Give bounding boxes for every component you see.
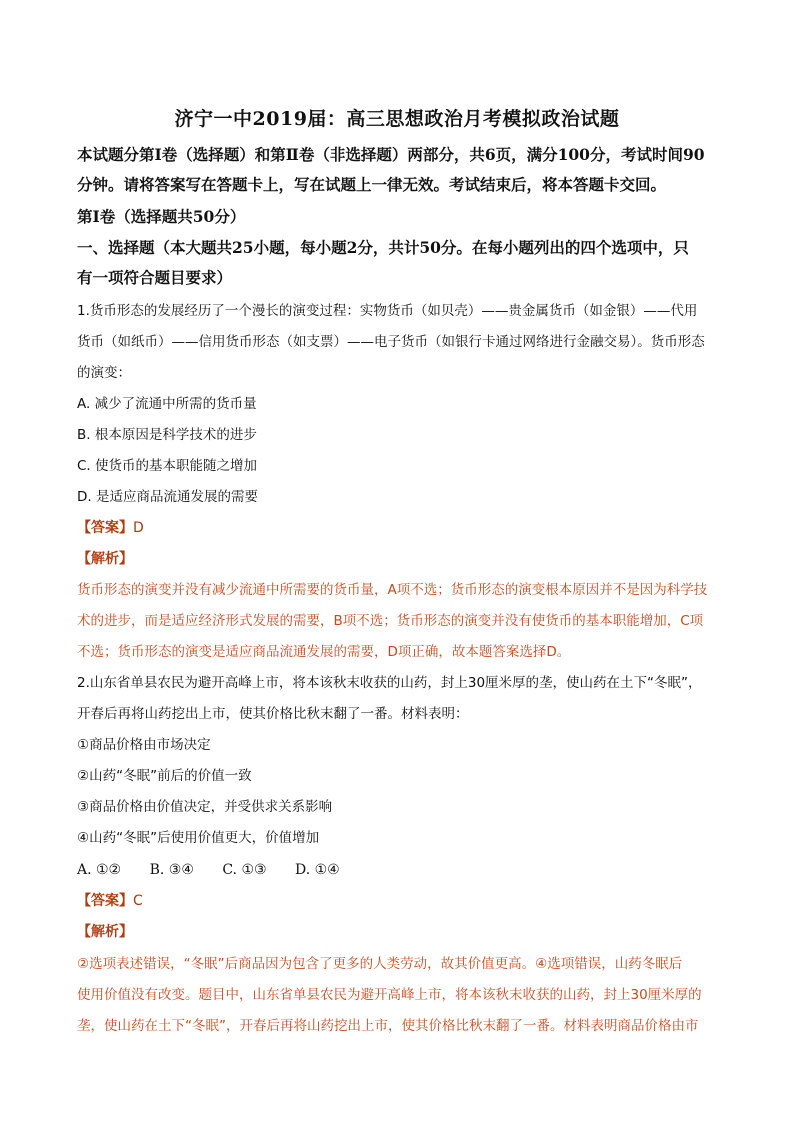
q2-choices <box>77 860 727 880</box>
intro-paragraph <box>77 140 727 200</box>
q1-stem-line: 1.货币形态的发展经历了一个漫长的演变过程：实物货币（如贝壳）——贵金属货币（如金银）——代用 <box>77 303 698 319</box>
q2-analysis-label: 【解析】 <box>77 924 133 940</box>
q2-choice-a: A. ①② <box>77 862 122 878</box>
intro-line: 分钟。请将答案写在答题卡上，写在试题上一律无效。考试结束后，将本答题卡交回。 <box>77 175 667 194</box>
q2-item-3: ③商品价格由价值决定，并受供求关系影响 <box>77 799 333 815</box>
q2-item-1: ①商品价格由市场决定 <box>77 737 211 753</box>
part-heading <box>77 233 727 293</box>
answer-label: 【答案】 <box>77 520 133 536</box>
q2-analysis-line: ②选项表述错误，“冬眠”后商品因为包含了更多的人类劳动，故其价值更高。④选项错误，山药冬眠后 <box>77 956 683 972</box>
q2-stem-line: 2.山东省单县农民为避开高峰上市，将本该秋末收获的山药，封上30厘米厚的垄，使山药在土下“冬眠”， <box>77 675 702 691</box>
answer-label: 【答案】 <box>77 893 133 909</box>
q2-choice-c: C. ①③ <box>222 862 267 878</box>
intro-line: 本试题分第Ⅰ卷（选择题）和第Ⅱ卷（非选择题）两部分，共6页，满分100分，考试时间90 <box>77 145 705 164</box>
answer-value: C <box>133 893 143 909</box>
q1-answer <box>77 518 727 538</box>
q2-analysis-line: 使用价值没有改变。题目中，山东省单县农民为避开高峰上市，将本该秋末收获的山药，封上30厘米厚的 <box>77 987 702 1003</box>
q1-analysis-line: 货币形态的演变并没有减少流通中所需要的货币量，A项不选；货币形态的演变根本原因并不是因为科学技 <box>77 582 708 598</box>
q2-item-2: ②山药“冬眠”前后的价值一致 <box>77 768 252 784</box>
q1-option-c: C. 使货币的基本职能随之增加 <box>77 458 258 474</box>
answer-value: D <box>133 520 144 536</box>
q2-item-4: ④山药“冬眠”后使用价值更大，价值增加 <box>77 830 320 846</box>
q1-option-a: A. 减少了流通中所需的货币量 <box>77 396 257 412</box>
q2-choice-d: D. ①④ <box>295 862 340 878</box>
q1-option-d: D. 是适应商品流通发展的需要 <box>77 489 258 505</box>
q1-analysis-line: 不选；货币形态的演变是适应商品流通发展的需要，D项正确，故本题答案选择D。 <box>77 644 571 660</box>
q2-answer <box>77 891 727 911</box>
q2-analysis-line: 垄，使山药在土下“冬眠”，开春后再将山药挖出上市，使其价格比秋末翻了一番。材料表明商品价格由市 <box>77 1018 699 1034</box>
q2-choice-b: B. ③④ <box>149 862 194 878</box>
part-heading-line: 一、选择题（本大题共25小题，每小题2分，共计50分。在每小题列出的四个选项中，只 <box>77 238 689 257</box>
section-title: 第Ⅰ卷（选择题共50分） <box>77 207 246 226</box>
q2-stem-line: 开春后再将山药挖出上市，使其价格比秋末翻了一番。材料表明： <box>77 706 469 722</box>
q1-option-b: B. 根本原因是科学技术的进步 <box>77 427 257 443</box>
page-title: 济宁一中2019届：高三思想政治月考模拟政治试题 <box>174 108 620 130</box>
q1-analysis-label: 【解析】 <box>77 551 133 567</box>
q1-stem-line: 货币（如纸币）——信用货币形态（如支票）——电子货币（如银行卡通过网络进行金融交易）。货币形态 <box>77 334 705 350</box>
part-heading-line: 有一项符合题目要求） <box>77 268 233 287</box>
q1-analysis-line: 术的进步，而是适应经济形式发展的需要，B项不选；货币形态的演变并没有使货币的基本职能增加，C项 <box>77 613 704 629</box>
q1-stem-line: 的演变： <box>77 365 131 381</box>
